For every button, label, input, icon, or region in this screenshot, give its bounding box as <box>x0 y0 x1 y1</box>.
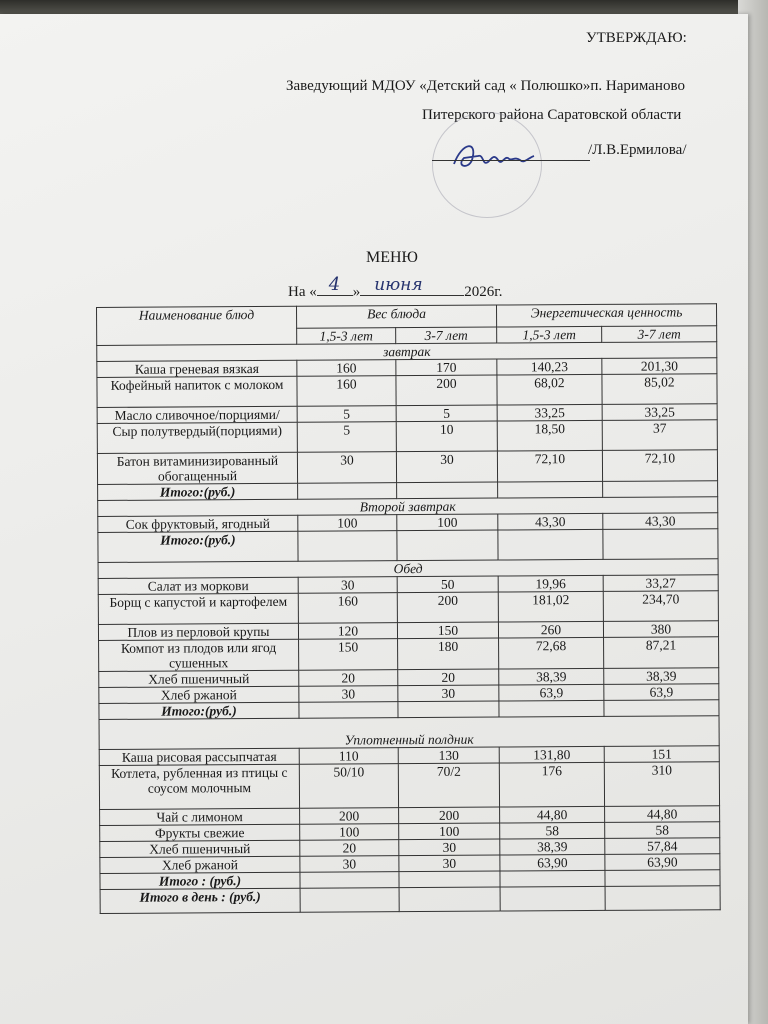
date-day-blank <box>317 274 353 296</box>
approver-name: /Л.В.Ермилова/ <box>588 142 687 158</box>
dish-name: Батон витаминизированный обогащенный <box>97 452 297 484</box>
weight-age2: 30 <box>398 685 499 702</box>
section-total-row <box>98 529 718 563</box>
energy-age1: 63,9 <box>499 684 604 701</box>
menu-date <box>288 274 503 301</box>
date-day: 4 <box>328 274 341 295</box>
section-total-label: Итого:(руб.) <box>98 531 298 562</box>
date-suffix: 2026г. <box>464 284 503 300</box>
weight-age2: 200 <box>397 592 498 623</box>
weight-age1: 160 <box>298 593 397 624</box>
empty-cell <box>605 870 720 887</box>
weight-age2: 10 <box>396 421 497 452</box>
section-title: Уплотненный полдник <box>99 716 719 750</box>
weight-age2: 150 <box>397 622 498 639</box>
energy-age2: 201,30 <box>602 358 717 375</box>
weight-age2: 50 <box>397 576 498 593</box>
menu-table-body <box>97 342 720 914</box>
table-row <box>98 591 718 625</box>
dish-name: Плов из перловой крупы <box>98 623 298 640</box>
weight-age1: 120 <box>298 623 397 640</box>
weight-age1: 110 <box>299 748 398 765</box>
empty-cell <box>397 530 498 561</box>
section-total-label: Итого:(руб.) <box>99 702 299 719</box>
dish-name: Кофейный напиток с молоком <box>97 376 297 407</box>
weight-age1: 160 <box>297 376 396 407</box>
empty-cell <box>300 872 399 889</box>
weight-age2: 30 <box>396 451 497 483</box>
weight-age2: 30 <box>399 855 500 872</box>
dish-name: Салат из моркови <box>98 577 298 594</box>
energy-age2: 85,02 <box>602 374 717 405</box>
header-energy-age2: 3-7 лет <box>602 326 717 343</box>
signature-line <box>432 160 590 161</box>
empty-cell <box>603 481 718 498</box>
weight-age1: 20 <box>299 670 398 687</box>
dish-name: Каша рисовая рассыпчатая <box>99 748 299 765</box>
dish-name: Котлета, рубленная из птицы с соусом молочным <box>99 764 299 809</box>
energy-age2: 57,84 <box>605 838 720 855</box>
approval-title: УТВЕРЖДАЮ: <box>586 30 687 46</box>
header-weight-age1: 1,5-3 лет <box>297 328 396 345</box>
energy-age1: 38,39 <box>499 668 604 685</box>
energy-age1: 72,10 <box>497 450 602 482</box>
energy-age2: 44,80 <box>605 806 720 823</box>
weight-age1: 160 <box>297 360 396 377</box>
dish-name: Борщ с капустой и картофелем <box>98 593 298 624</box>
day-total-label: Итого в день : (руб.) <box>100 888 300 913</box>
weight-age2: 20 <box>398 669 499 686</box>
approval-region: Питерского района Саратовской области <box>422 107 682 123</box>
empty-cell <box>399 887 500 912</box>
empty-cell <box>500 870 605 887</box>
energy-age1: 176 <box>499 762 604 807</box>
dish-name: Хлеб ржаной <box>100 856 300 873</box>
empty-cell <box>398 701 499 718</box>
weight-age1: 100 <box>300 824 399 841</box>
weight-age1: 5 <box>297 422 396 453</box>
empty-cell <box>500 886 605 911</box>
empty-cell <box>299 702 398 719</box>
section-header <box>99 716 719 750</box>
header-weight: Вес блюда <box>296 305 496 328</box>
energy-age1: 38,39 <box>500 838 605 855</box>
weight-age1: 30 <box>297 452 396 484</box>
energy-age1: 58 <box>500 822 605 839</box>
date-mid: » <box>352 284 361 300</box>
date-prefix: На « <box>288 284 317 300</box>
energy-age2: 310 <box>604 762 719 807</box>
weight-age1: 30 <box>300 856 399 873</box>
date-month-blank <box>360 275 464 296</box>
weight-age1: 30 <box>299 686 398 703</box>
weight-age1: 50/10 <box>299 764 398 809</box>
weight-age2: 130 <box>398 747 499 764</box>
weight-age2: 30 <box>399 839 500 856</box>
energy-age1: 260 <box>498 621 603 638</box>
energy-age2: 43,30 <box>603 513 718 530</box>
weight-age1: 20 <box>300 840 399 857</box>
weight-age2: 200 <box>399 807 500 824</box>
energy-age1: 19,96 <box>498 575 603 592</box>
header-dish-name: Наименование блюд <box>97 306 297 345</box>
dish-name: Хлеб ржаной <box>99 686 299 703</box>
energy-age1: 72,68 <box>499 637 604 669</box>
table-row <box>97 374 717 408</box>
empty-cell <box>298 483 397 500</box>
weight-age1: 5 <box>297 406 396 423</box>
section-title: завтрак <box>97 342 717 362</box>
energy-age2: 151 <box>604 746 719 763</box>
dish-name: Сок фруктовый, ягодный <box>98 515 298 532</box>
date-month: июня <box>374 275 423 295</box>
weight-age1: 150 <box>299 639 398 671</box>
empty-cell <box>298 531 397 562</box>
energy-age1: 131,80 <box>499 746 604 763</box>
dish-name: Масло сливочное/порциями/ <box>97 406 297 423</box>
energy-age1: 63,90 <box>500 854 605 871</box>
energy-age1: 68,02 <box>497 374 602 405</box>
table-row <box>99 762 719 810</box>
weight-age2: 100 <box>399 823 500 840</box>
dish-name: Хлеб пшеничный <box>99 670 299 687</box>
section-total-label: Итого:(руб.) <box>98 483 298 500</box>
menu-title: МЕНЮ <box>366 249 418 266</box>
weight-age2: 180 <box>398 638 499 670</box>
energy-age2: 63,90 <box>605 854 720 871</box>
empty-cell <box>399 871 500 888</box>
dish-name: Хлеб пшеничный <box>100 840 300 857</box>
energy-age2: 63,9 <box>604 684 719 701</box>
table-row <box>99 637 719 672</box>
dish-name: Компот из плодов или ягод сушенных <box>99 639 299 671</box>
energy-age2: 37 <box>602 420 717 451</box>
menu-table <box>96 303 721 914</box>
energy-age1: 43,30 <box>498 513 603 530</box>
empty-cell <box>300 888 399 913</box>
header-energy: Энергетическая ценность <box>496 304 716 327</box>
weight-age1: 30 <box>298 577 397 594</box>
weight-age2: 200 <box>396 375 497 406</box>
empty-cell <box>397 482 498 499</box>
energy-age1: 33,25 <box>497 404 602 421</box>
energy-age2: 33,25 <box>602 404 717 421</box>
table-row <box>97 450 717 485</box>
section-title: Обед <box>98 559 718 579</box>
approval-position: Заведующий МДОУ «Детский сад « Полюшко»п. Нариманово <box>286 78 685 94</box>
energy-age2: 72,10 <box>602 450 717 482</box>
header-energy-age1: 1,5-3 лет <box>497 326 602 343</box>
empty-cell <box>498 529 603 560</box>
dish-name: Чай с лимоном <box>100 808 300 825</box>
energy-age2: 58 <box>605 822 720 839</box>
header-weight-age2: 3-7 лет <box>396 327 497 344</box>
energy-age2: 234,70 <box>603 591 718 622</box>
energy-age1: 181,02 <box>498 591 603 622</box>
energy-age2: 87,21 <box>604 637 719 669</box>
table-row <box>97 420 717 454</box>
day-total-row <box>100 886 720 914</box>
energy-age1: 44,80 <box>500 806 605 823</box>
weight-age1: 200 <box>300 808 399 825</box>
energy-age2: 33,27 <box>603 575 718 592</box>
weight-age1: 100 <box>298 515 397 532</box>
energy-age1: 18,50 <box>497 420 602 451</box>
section-total-label: Итого : (руб.) <box>100 872 300 889</box>
empty-cell <box>604 700 719 717</box>
energy-age2: 38,39 <box>604 668 719 685</box>
weight-age2: 170 <box>396 359 497 376</box>
empty-cell <box>603 529 718 560</box>
handwritten-signature <box>448 136 538 176</box>
weight-age2: 70/2 <box>398 763 499 808</box>
section-title: Второй завтрак <box>98 497 718 517</box>
dish-name: Сыр полутвердый(порциями) <box>97 422 297 453</box>
energy-age2: 380 <box>603 621 718 638</box>
energy-age1: 140,23 <box>497 358 602 375</box>
dish-name: Фрукты свежие <box>100 824 300 841</box>
empty-cell <box>499 700 604 717</box>
empty-cell <box>605 886 720 911</box>
dish-name: Каша греневая вязкая <box>97 360 297 377</box>
weight-age2: 5 <box>396 405 497 422</box>
empty-cell <box>498 481 603 498</box>
weight-age2: 100 <box>397 514 498 531</box>
